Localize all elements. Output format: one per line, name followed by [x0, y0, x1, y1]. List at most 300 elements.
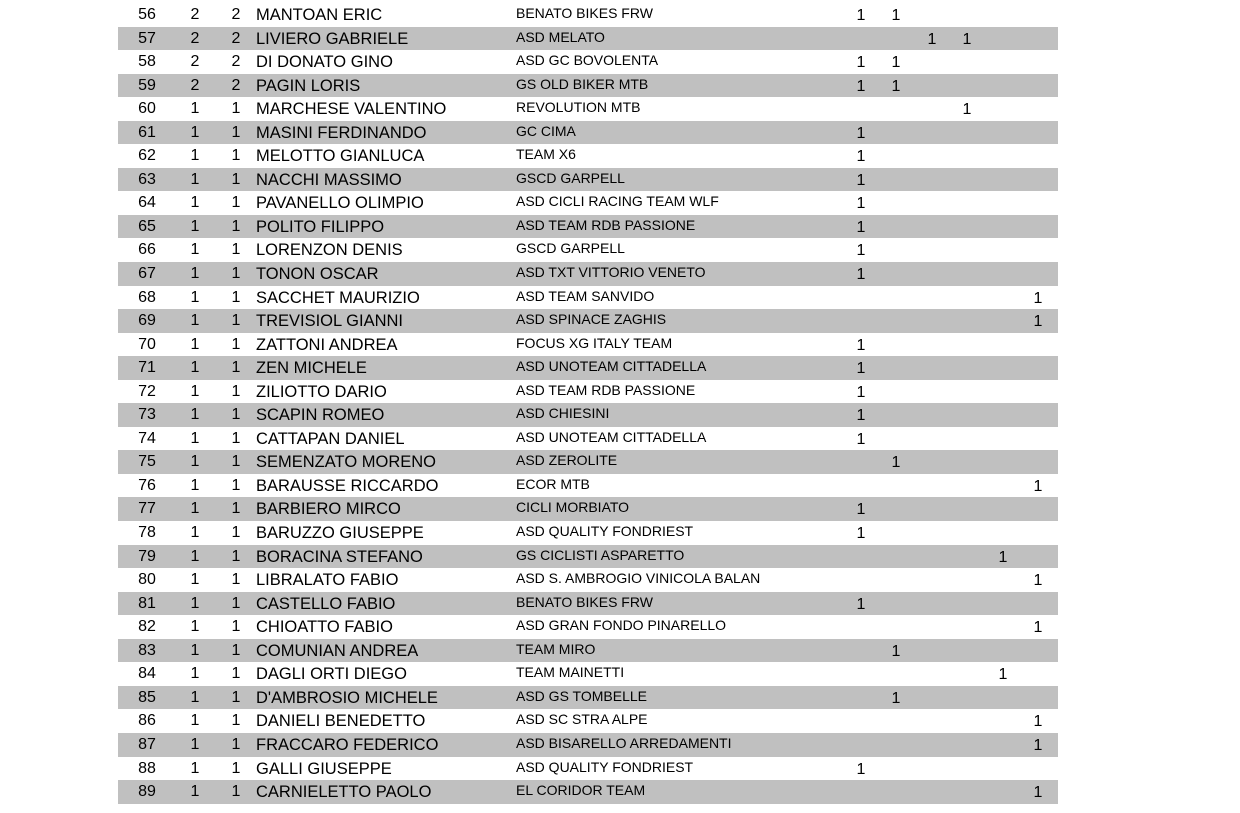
- race-mark-cell: [889, 663, 903, 687]
- race-mark-cell: [854, 569, 868, 593]
- race-mark-cell: 1: [1033, 313, 1043, 331]
- rider-name-cell: MASINI FERDINANDO: [256, 123, 427, 142]
- race-mark-cell: [925, 498, 939, 522]
- race-mark-cell: [925, 734, 939, 758]
- rider-name-cell: LIBRALATO FABIO: [256, 571, 399, 590]
- race-mark-cell: [960, 334, 974, 358]
- rider-name-cell: ZATTONI ANDREA: [256, 335, 398, 354]
- race-mark-cell: [854, 287, 868, 311]
- race-mark-cell: 1: [1033, 572, 1043, 590]
- rank-cell: 64: [138, 194, 156, 212]
- race-mark-cell: [996, 640, 1010, 664]
- table-row: [118, 521, 1058, 545]
- count-cell: 1: [231, 712, 241, 730]
- race-mark-cell: [889, 263, 903, 287]
- points-cell: 1: [190, 147, 200, 165]
- race-mark-cell: 1: [891, 642, 901, 660]
- count-cell: 2: [231, 6, 241, 23]
- rider-name-cell: LIVIERO GABRIELE: [256, 29, 409, 48]
- race-mark-cell: [1031, 593, 1045, 617]
- race-mark-cell: 1: [856, 7, 866, 24]
- rank-cell: 88: [138, 759, 156, 777]
- race-mark-cell: 1: [891, 689, 901, 707]
- race-mark-cell: 1: [856, 171, 866, 189]
- points-cell: 1: [190, 288, 200, 306]
- race-mark-cell: [889, 192, 903, 216]
- race-mark-cell: [854, 710, 868, 734]
- race-mark-cell: [996, 758, 1010, 782]
- table-row: [118, 403, 1058, 427]
- race-mark-cell: [925, 75, 939, 99]
- rider-name-cell: CATTAPAN DANIEL: [256, 429, 405, 448]
- race-mark-cell: [889, 710, 903, 734]
- count-cell: 1: [231, 547, 241, 565]
- table-row: [118, 144, 1058, 168]
- table-row: [118, 74, 1058, 98]
- rider-name-cell: LORENZON DENIS: [256, 241, 403, 260]
- team-name-cell: CICLI MORBIATO: [516, 499, 630, 516]
- rider-name-cell: ZILIOTTO DARIO: [256, 382, 387, 401]
- rank-cell: 77: [138, 500, 156, 518]
- race-mark-cell: [996, 451, 1010, 475]
- race-mark-cell: 1: [891, 454, 901, 472]
- team-name-cell: TEAM X6: [516, 146, 576, 163]
- rider-name-cell: MANTOAN ERIC: [256, 6, 383, 24]
- count-cell: 1: [231, 194, 241, 212]
- race-mark-cell: [960, 498, 974, 522]
- race-mark-cell: [996, 357, 1010, 381]
- race-mark-cell: [1031, 663, 1045, 687]
- rider-name-cell: COMUNIAN ANDREA: [256, 641, 419, 660]
- rider-name-cell: PAGIN LORIS: [256, 76, 361, 95]
- race-mark-cell: 1: [856, 360, 866, 378]
- team-name-cell: GSCD GARPELL: [516, 169, 625, 186]
- race-mark-cell: [1031, 357, 1045, 381]
- race-mark-cell: [925, 263, 939, 287]
- race-mark-cell: [889, 428, 903, 452]
- race-mark-cell: [925, 122, 939, 146]
- table-row: [118, 121, 1058, 145]
- race-mark-cell: 1: [856, 760, 866, 778]
- rank-cell: 59: [138, 76, 156, 94]
- race-mark-cell: [1031, 546, 1045, 570]
- race-mark-cell: [996, 98, 1010, 122]
- race-mark-cell: [925, 287, 939, 311]
- race-mark-cell: [889, 404, 903, 428]
- rank-cell: 76: [138, 476, 156, 494]
- rider-name-cell: SCAPIN ROMEO: [256, 406, 385, 425]
- race-mark-cell: [960, 569, 974, 593]
- race-mark-cell: [996, 28, 1010, 52]
- points-cell: 1: [190, 123, 200, 141]
- count-cell: 1: [231, 594, 241, 612]
- race-mark-cell: [960, 593, 974, 617]
- rank-cell: 75: [138, 453, 156, 471]
- team-name-cell: ASD GC BOVOLENTA: [516, 52, 659, 69]
- race-mark-cell: [996, 734, 1010, 758]
- points-cell: 1: [190, 217, 200, 235]
- race-mark-cell: [996, 51, 1010, 75]
- table-row: [118, 238, 1058, 262]
- race-mark-cell: [996, 192, 1010, 216]
- points-cell: 1: [190, 524, 200, 542]
- team-name-cell: ASD TXT VITTORIO VENETO: [516, 264, 706, 281]
- race-mark-cell: 1: [856, 218, 866, 236]
- race-mark-cell: [996, 4, 1010, 28]
- rank-cell: 84: [138, 665, 156, 683]
- race-mark-cell: [996, 287, 1010, 311]
- race-mark-cell: [925, 192, 939, 216]
- race-mark-cell: [889, 781, 903, 805]
- race-mark-cell: 1: [891, 77, 901, 95]
- rank-cell: 56: [138, 6, 156, 23]
- race-mark-cell: [1031, 28, 1045, 52]
- rank-cell: 73: [138, 406, 156, 424]
- race-mark-cell: [889, 381, 903, 405]
- rank-cell: 67: [138, 265, 156, 283]
- rider-name-cell: TONON OSCAR: [256, 265, 379, 284]
- race-mark-cell: [1031, 498, 1045, 522]
- rider-name-cell: BORACINA STEFANO: [256, 547, 423, 566]
- race-mark-cell: [996, 522, 1010, 546]
- rider-name-cell: DAGLI ORTI DIEGO: [256, 665, 407, 684]
- count-cell: 1: [231, 453, 241, 471]
- race-mark-cell: [1031, 122, 1045, 146]
- race-mark-cell: [1031, 98, 1045, 122]
- count-cell: 1: [231, 688, 241, 706]
- race-mark-cell: [960, 4, 974, 28]
- count-cell: 1: [231, 217, 241, 235]
- race-mark-cell: [854, 310, 868, 334]
- team-name-cell: BENATO BIKES FRW: [516, 593, 653, 610]
- count-cell: 1: [231, 618, 241, 636]
- race-mark-cell: [889, 498, 903, 522]
- team-name-cell: ECOR MTB: [516, 475, 590, 492]
- count-cell: 1: [231, 123, 241, 141]
- count-cell: 1: [231, 759, 241, 777]
- rank-cell: 65: [138, 217, 156, 235]
- rider-name-cell: CHIOATTO FABIO: [256, 618, 393, 637]
- table-row: [118, 780, 1058, 804]
- table-row: [118, 286, 1058, 310]
- table-row: [118, 568, 1058, 592]
- race-mark-cell: [960, 357, 974, 381]
- count-cell: 2: [231, 53, 241, 71]
- race-mark-cell: [960, 192, 974, 216]
- race-mark-cell: [1031, 334, 1045, 358]
- race-mark-cell: [889, 334, 903, 358]
- team-name-cell: ASD CHIESINI: [516, 405, 610, 422]
- table-row: [118, 27, 1058, 51]
- race-mark-cell: [1031, 758, 1045, 782]
- race-mark-cell: [889, 593, 903, 617]
- points-cell: 1: [190, 500, 200, 518]
- race-mark-cell: 1: [856, 525, 866, 543]
- count-cell: 1: [231, 170, 241, 188]
- race-mark-cell: [889, 28, 903, 52]
- points-cell: 1: [190, 382, 200, 400]
- rider-name-cell: SACCHET MAURIZIO: [256, 288, 420, 307]
- count-cell: 1: [231, 571, 241, 589]
- race-mark-cell: [960, 616, 974, 640]
- table-row: [118, 686, 1058, 710]
- race-mark-cell: 1: [856, 54, 866, 72]
- race-mark-cell: [889, 734, 903, 758]
- team-name-cell: ASD SPINACE ZAGHIS: [516, 311, 667, 328]
- race-mark-cell: [854, 28, 868, 52]
- race-mark-cell: [1031, 192, 1045, 216]
- race-mark-cell: [960, 51, 974, 75]
- race-mark-cell: [1031, 239, 1045, 263]
- count-cell: 1: [231, 406, 241, 424]
- race-mark-cell: [889, 216, 903, 240]
- race-mark-cell: [996, 239, 1010, 263]
- race-mark-cell: [925, 687, 939, 711]
- count-cell: 1: [231, 500, 241, 518]
- table-row: [118, 168, 1058, 192]
- race-mark-cell: [925, 616, 939, 640]
- count-cell: 1: [231, 382, 241, 400]
- points-cell: 1: [190, 194, 200, 212]
- race-mark-cell: 1: [856, 148, 866, 166]
- team-name-cell: ASD BISARELLO ARREDAMENTI: [516, 734, 732, 751]
- rider-name-cell: BARAUSSE RICCARDO: [256, 476, 439, 495]
- count-cell: 1: [231, 665, 241, 683]
- team-name-cell: ASD CICLI RACING TEAM WLF: [516, 193, 719, 210]
- race-mark-cell: [960, 310, 974, 334]
- race-mark-cell: [1031, 216, 1045, 240]
- rank-cell: 81: [138, 594, 156, 612]
- team-name-cell: ASD MELATO: [516, 28, 605, 45]
- race-mark-cell: [996, 122, 1010, 146]
- rank-cell: 72: [138, 382, 156, 400]
- count-cell: 1: [231, 312, 241, 330]
- race-mark-cell: [925, 593, 939, 617]
- race-mark-cell: 1: [856, 336, 866, 354]
- rank-cell: 68: [138, 288, 156, 306]
- race-mark-cell: [996, 569, 1010, 593]
- table-row: [118, 497, 1058, 521]
- table-row: [118, 97, 1058, 121]
- team-name-cell: TEAM MAINETTI: [516, 664, 625, 681]
- race-mark-cell: 1: [856, 195, 866, 213]
- race-mark-cell: [960, 663, 974, 687]
- rank-cell: 66: [138, 241, 156, 259]
- race-mark-cell: 1: [856, 77, 866, 95]
- count-cell: 1: [231, 735, 241, 753]
- race-mark-cell: [960, 428, 974, 452]
- rider-name-cell: D'AMBROSIO MICHELE: [256, 688, 438, 707]
- table-row: [118, 474, 1058, 498]
- race-mark-cell: [889, 569, 903, 593]
- rider-name-cell: NACCHI MASSIMO: [256, 170, 402, 189]
- race-mark-cell: [925, 98, 939, 122]
- rank-cell: 62: [138, 147, 156, 165]
- count-cell: 1: [231, 524, 241, 542]
- table-row: [118, 309, 1058, 333]
- points-cell: 2: [190, 6, 200, 23]
- rider-name-cell: ZEN MICHELE: [256, 359, 367, 378]
- count-cell: 1: [231, 783, 241, 801]
- count-cell: 1: [231, 147, 241, 165]
- rider-name-cell: FRACCARO FEDERICO: [256, 735, 439, 754]
- table-row: [118, 545, 1058, 569]
- race-mark-cell: 1: [856, 595, 866, 613]
- race-mark-cell: [1031, 381, 1045, 405]
- race-mark-cell: [1031, 404, 1045, 428]
- race-mark-cell: [854, 781, 868, 805]
- race-mark-cell: [925, 475, 939, 499]
- race-mark-cell: [1031, 640, 1045, 664]
- race-mark-cell: [889, 616, 903, 640]
- race-mark-cell: [925, 758, 939, 782]
- rider-name-cell: GALLI GIUSEPPE: [256, 759, 392, 778]
- race-mark-cell: [996, 404, 1010, 428]
- race-mark-cell: [925, 239, 939, 263]
- race-mark-cell: [925, 357, 939, 381]
- race-mark-cell: 1: [998, 548, 1008, 566]
- rider-name-cell: DANIELI BENEDETTO: [256, 712, 426, 731]
- race-mark-cell: [1031, 522, 1045, 546]
- table-row: [118, 639, 1058, 663]
- rider-name-cell: SEMENZATO MORENO: [256, 453, 436, 472]
- team-name-cell: ASD TEAM RDB PASSIONE: [516, 381, 696, 398]
- race-mark-cell: [996, 169, 1010, 193]
- points-cell: 1: [190, 312, 200, 330]
- race-mark-cell: [889, 522, 903, 546]
- team-name-cell: ASD SC STRA ALPE: [516, 711, 648, 728]
- table-row: [118, 427, 1058, 451]
- race-mark-cell: [960, 758, 974, 782]
- points-cell: 1: [190, 453, 200, 471]
- race-mark-cell: [996, 145, 1010, 169]
- race-mark-cell: 1: [962, 101, 972, 119]
- points-cell: 1: [190, 359, 200, 377]
- rider-name-cell: CARNIELETTO PAOLO: [256, 783, 432, 802]
- race-mark-cell: [925, 4, 939, 28]
- race-mark-cell: [925, 404, 939, 428]
- table-row: [118, 450, 1058, 474]
- count-cell: 1: [231, 429, 241, 447]
- table-row: [118, 757, 1058, 781]
- race-mark-cell: [854, 640, 868, 664]
- race-mark-cell: [925, 169, 939, 193]
- race-mark-cell: [960, 381, 974, 405]
- race-mark-cell: 1: [1033, 713, 1043, 731]
- race-mark-cell: [996, 263, 1010, 287]
- race-mark-cell: [925, 428, 939, 452]
- race-mark-cell: [854, 98, 868, 122]
- race-mark-cell: 1: [856, 383, 866, 401]
- points-cell: 1: [190, 759, 200, 777]
- race-mark-cell: [960, 263, 974, 287]
- race-mark-cell: [925, 640, 939, 664]
- rider-name-cell: CASTELLO FABIO: [256, 594, 396, 613]
- rank-cell: 78: [138, 524, 156, 542]
- race-mark-cell: [960, 687, 974, 711]
- count-cell: 2: [231, 29, 241, 47]
- rank-cell: 89: [138, 783, 156, 801]
- rank-cell: 86: [138, 712, 156, 730]
- standings-table: [118, 3, 1058, 804]
- race-mark-cell: [925, 334, 939, 358]
- race-mark-cell: [996, 687, 1010, 711]
- rank-cell: 60: [138, 100, 156, 118]
- race-mark-cell: [1031, 75, 1045, 99]
- race-mark-cell: 1: [891, 54, 901, 72]
- race-mark-cell: [925, 546, 939, 570]
- team-name-cell: ASD TEAM SANVIDO: [516, 287, 655, 304]
- race-mark-cell: 1: [962, 30, 972, 48]
- race-mark-cell: [960, 287, 974, 311]
- team-name-cell: GSCD GARPELL: [516, 240, 625, 257]
- team-name-cell: ASD ZEROLITE: [516, 452, 618, 469]
- table-row: [118, 191, 1058, 215]
- rank-cell: 85: [138, 688, 156, 706]
- rank-cell: 83: [138, 641, 156, 659]
- count-cell: 1: [231, 476, 241, 494]
- points-cell: 1: [190, 429, 200, 447]
- team-name-cell: ASD TEAM RDB PASSIONE: [516, 216, 696, 233]
- table-row: [118, 215, 1058, 239]
- race-mark-cell: [889, 357, 903, 381]
- rank-cell: 71: [138, 359, 156, 377]
- table-row: [118, 50, 1058, 74]
- team-name-cell: ASD QUALITY FONDRIEST: [516, 758, 694, 775]
- count-cell: 2: [231, 76, 241, 94]
- team-name-cell: ASD UNOTEAM CITTADELLA: [516, 358, 707, 375]
- race-mark-cell: [925, 310, 939, 334]
- race-mark-cell: [960, 145, 974, 169]
- points-cell: 1: [190, 406, 200, 424]
- team-name-cell: ASD S. AMBROGIO VINICOLA BALAN: [516, 570, 761, 587]
- race-mark-cell: [854, 546, 868, 570]
- race-mark-cell: [925, 145, 939, 169]
- rank-cell: 61: [138, 123, 156, 141]
- race-mark-cell: [925, 51, 939, 75]
- table-row: [118, 615, 1058, 639]
- points-cell: 1: [190, 571, 200, 589]
- race-mark-cell: [1031, 145, 1045, 169]
- race-mark-cell: [996, 216, 1010, 240]
- race-mark-cell: [1031, 4, 1045, 28]
- table-row: [118, 262, 1058, 286]
- points-cell: 1: [190, 265, 200, 283]
- race-mark-cell: 1: [856, 242, 866, 260]
- race-mark-cell: 1: [856, 430, 866, 448]
- points-cell: 2: [190, 29, 200, 47]
- rank-cell: 87: [138, 735, 156, 753]
- rider-name-cell: BARUZZO GIUSEPPE: [256, 524, 424, 543]
- team-name-cell: GS CICLISTI ASPARETTO: [516, 546, 685, 563]
- points-cell: 1: [190, 641, 200, 659]
- race-mark-cell: [960, 169, 974, 193]
- team-name-cell: REVOLUTION MTB: [516, 99, 641, 116]
- rank-cell: 70: [138, 335, 156, 353]
- rider-name-cell: MELOTTO GIANLUCA: [256, 147, 425, 166]
- rider-name-cell: TREVISIOL GIANNI: [256, 312, 404, 331]
- race-mark-cell: [889, 122, 903, 146]
- race-mark-cell: [854, 663, 868, 687]
- race-mark-cell: [854, 616, 868, 640]
- points-cell: 1: [190, 170, 200, 188]
- race-mark-cell: [996, 498, 1010, 522]
- rider-name-cell: PAVANELLO OLIMPIO: [256, 194, 424, 213]
- points-cell: 1: [190, 783, 200, 801]
- table-row: [118, 662, 1058, 686]
- race-mark-cell: [889, 758, 903, 782]
- race-mark-cell: [854, 451, 868, 475]
